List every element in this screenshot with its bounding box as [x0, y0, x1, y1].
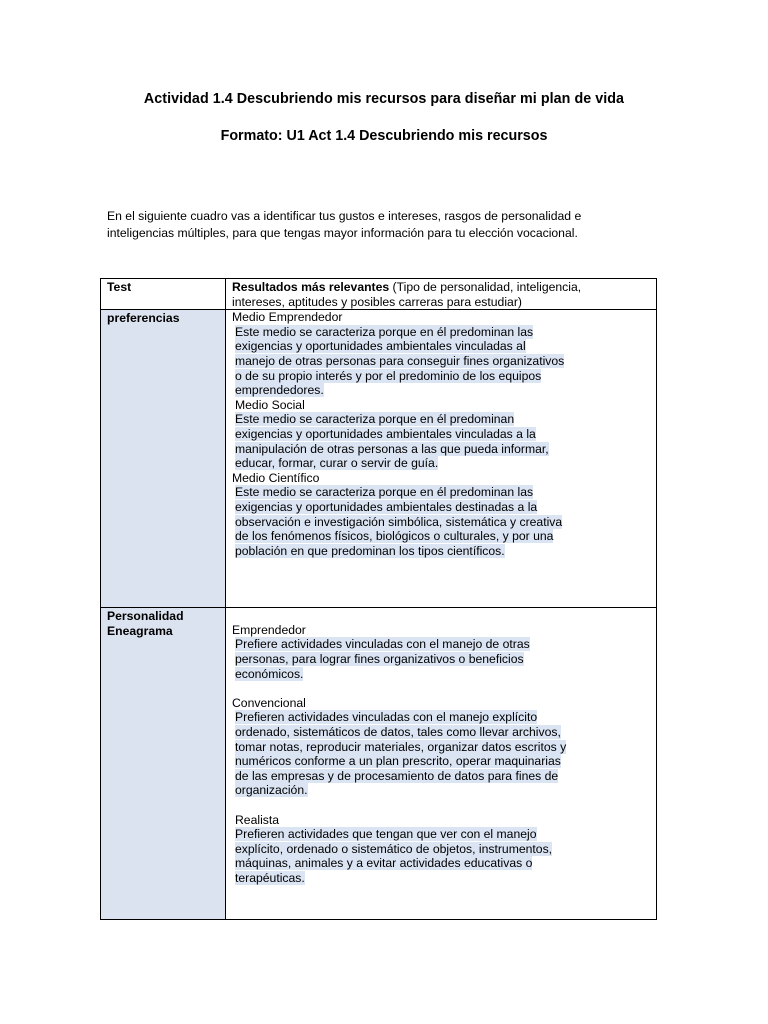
- intro-paragraph: [107, 208, 607, 241]
- label-line: Eneagrama: [107, 623, 173, 638]
- row-label-cell: [101, 608, 226, 920]
- row-content-cell: [226, 608, 657, 920]
- text-line: tomar notas, reproducir materiales, organizar datos escritos y: [235, 739, 567, 754]
- section-text: [232, 485, 656, 558]
- text-line: manejo de otras personas para conseguir fines organizativos: [235, 353, 565, 368]
- table-row-personalidad: [101, 608, 657, 920]
- section-heading: Medio Social: [235, 397, 305, 412]
- header-cell-test: [101, 279, 226, 310]
- document-subtitle: Formato: U1 Act 1.4 Descubriendo mis recursos: [220, 128, 548, 144]
- text-line: exigencias y oportunidades ambientales vinculadas a la: [235, 426, 536, 441]
- text-line: personas, para lograr fines organizativos o beneficios: [235, 651, 524, 666]
- table-header-row: [101, 279, 657, 310]
- header-results-bold: Resultados más relevantes: [232, 280, 390, 294]
- document-title: Actividad 1.4 Descubriendo mis recursos para diseñar mi plan de vida: [143, 91, 625, 107]
- section-heading: Medio Científico: [232, 470, 320, 485]
- header-results-line2: intereses, aptitudes y posibles carreras para estudiar): [232, 294, 522, 309]
- text-line: Prefieren actividades vinculadas con el manejo explícito: [235, 710, 538, 725]
- row-label-cell: [101, 310, 226, 608]
- header-results-label: [226, 279, 656, 309]
- text-line: terapéuticas.: [235, 870, 305, 885]
- text-line: de los fenómenos físicos, biológicos o culturales, y por una: [235, 529, 554, 544]
- text-line: ordenado, sistemáticos de datos, tales como llevar archivos,: [235, 724, 561, 739]
- text-line: económicos.: [235, 666, 304, 681]
- section-text: [232, 710, 656, 798]
- text-line: emprendedores.: [235, 383, 324, 398]
- intro-line: inteligencias múltiples, para que tengas mayor información para tu elección vocacional.: [107, 225, 578, 240]
- intro-line: En el siguiente cuadro vas a identificar tus gustos e intereses, rasgos de personalidad e: [107, 209, 582, 223]
- label-line: Personalidad: [107, 609, 184, 624]
- text-line: o de su propio interés y por el predominio de los equipos: [235, 368, 542, 383]
- text-line: educar, formar, curar o servir de guía.: [235, 456, 439, 471]
- text-line: manipulación de otras personas a las que pueda informar,: [235, 441, 549, 456]
- text-line: máquinas, animales y a evitar actividades educativas o: [235, 856, 533, 871]
- text-line: Prefieren actividades que tengan que ver con el manejo: [235, 827, 537, 842]
- section-text: [232, 637, 656, 681]
- text-line: Este medio se caracteriza porque en él predominan: [235, 412, 515, 427]
- text-line: Este medio se caracteriza porque en él predominan las: [235, 324, 534, 339]
- personalidad-results: [226, 608, 656, 885]
- section-heading: Medio Emprendedor: [232, 310, 343, 325]
- text-line: organización.: [235, 783, 308, 798]
- text-line: de las empresas y de procesamiento de datos para fines de: [235, 768, 559, 783]
- row-label-preferencias: preferencias: [107, 311, 180, 326]
- text-line: Prefiere actividades vinculadas con el manejo de otras: [235, 637, 530, 652]
- section-heading: Convencional: [232, 695, 306, 710]
- text-line: Este medio se caracteriza porque en él predominan las: [235, 485, 534, 500]
- header-cell-results: [226, 279, 657, 310]
- text-line: exigencias y oportunidades ambientales vinculadas al: [235, 339, 526, 354]
- text-line: explícito, ordenado o sistemático de objetos, instrumentos,: [235, 841, 553, 856]
- table-row-preferencias: [101, 310, 657, 608]
- results-table: [100, 278, 657, 920]
- text-line: exigencias y oportunidades ambientales destinadas a la: [235, 499, 538, 514]
- text-line: población en que predominan los tipos científicos.: [235, 543, 505, 558]
- section-heading: Realista: [235, 812, 280, 827]
- section-text: [232, 412, 656, 470]
- row-content-cell: [226, 310, 657, 608]
- section-heading: Emprendedor: [232, 622, 306, 637]
- text-line: numéricos conforme a un plan prescrito, operar maquinarias: [235, 754, 561, 769]
- section-text: [232, 827, 656, 885]
- section-text: [232, 325, 656, 398]
- header-results-rest: (Tipo de personalidad, inteligencia,: [389, 280, 582, 294]
- preferencias-results: [226, 310, 656, 558]
- text-line: observación e investigación simbólica, sistemática y creativa: [235, 514, 563, 529]
- header-test-label: Test: [107, 280, 132, 294]
- row-label-personalidad: [101, 608, 225, 638]
